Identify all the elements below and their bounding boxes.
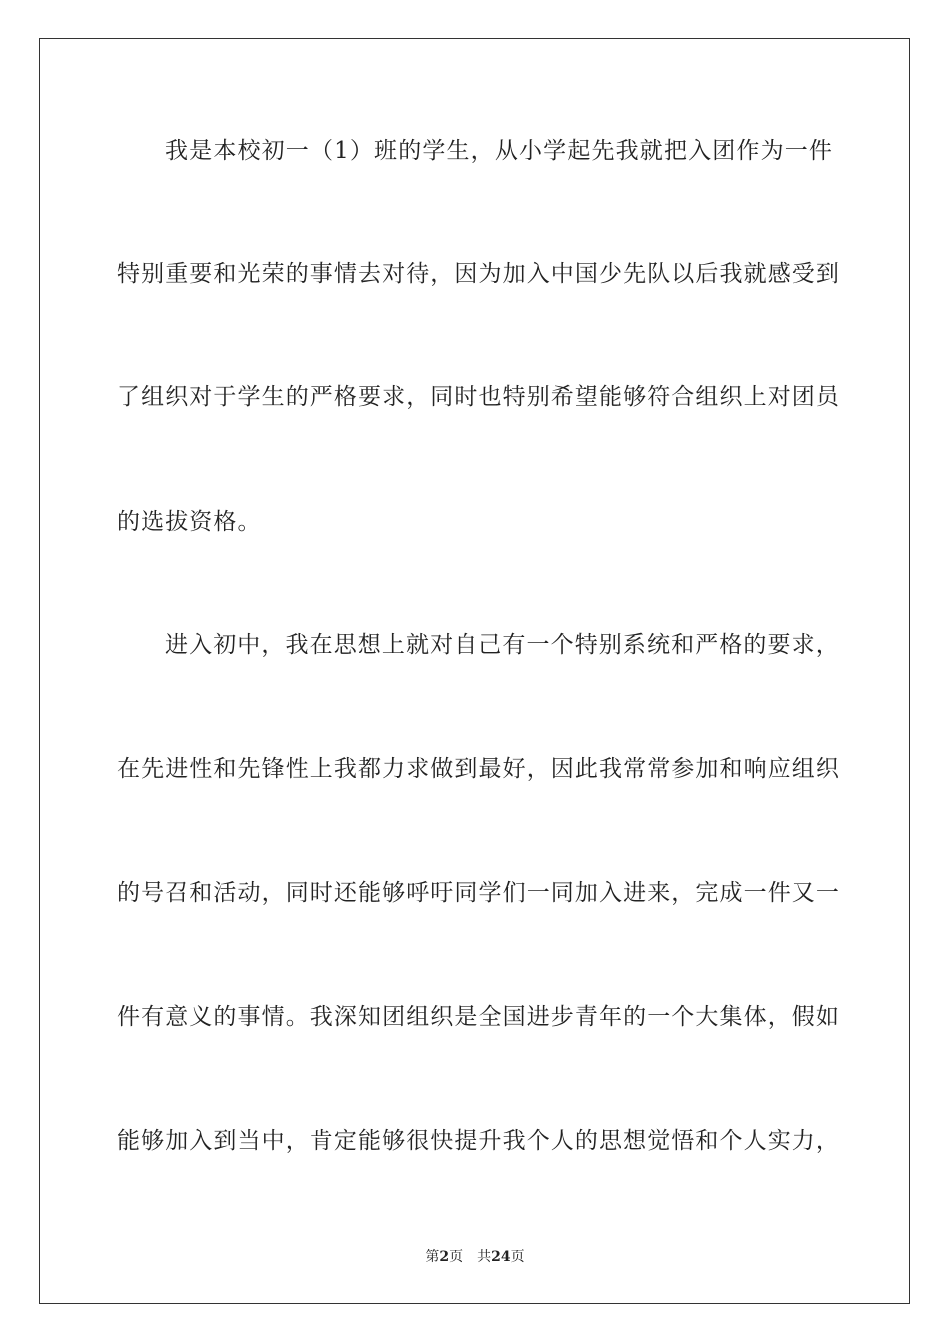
- total-prefix: 共: [477, 1249, 492, 1265]
- paragraph-2-line-1: 进入初中，我在思想上就对自己有一个特别系统和严格的要求，: [165, 632, 840, 658]
- paragraph-2-line-5: 能够加入到当中，肯定能够很快提升我个人的思想觉悟和个人实力，: [117, 1128, 840, 1154]
- page-prefix: 第: [425, 1249, 440, 1265]
- paragraph-1-line-1: 我是本校初一（1）班的学生，从小学起先我就把入团作为一件: [165, 138, 833, 164]
- total-pages: 24: [491, 1249, 511, 1265]
- paragraph-1-line-2: 特别重要和光荣的事情去对待，因为加入中国少先队以后我就感受到: [117, 261, 840, 287]
- total-suffix: 页: [510, 1249, 525, 1265]
- paragraph-2-line-2: 在先进性和先锋性上我都力求做到最好，因此我常常参加和响应组织: [117, 756, 840, 782]
- paragraph-1-line-3: 了组织对于学生的严格要求，同时也特别希望能够符合组织上对团员: [117, 384, 840, 410]
- page-number: 2: [439, 1249, 450, 1265]
- page-suffix: 页: [449, 1249, 464, 1265]
- paragraph-2-line-3: 的号召和活动，同时还能够呼吁同学们一同加入进来，完成一件又一: [117, 880, 840, 906]
- page-footer: [0, 1248, 950, 1266]
- paragraph-1-line-4: 的选拔资格。: [117, 509, 262, 535]
- page-border: [39, 38, 910, 1304]
- paragraph-2-line-4: 件有意义的事情。我深知团组织是全国进步青年的一个大集体，假如: [117, 1004, 840, 1030]
